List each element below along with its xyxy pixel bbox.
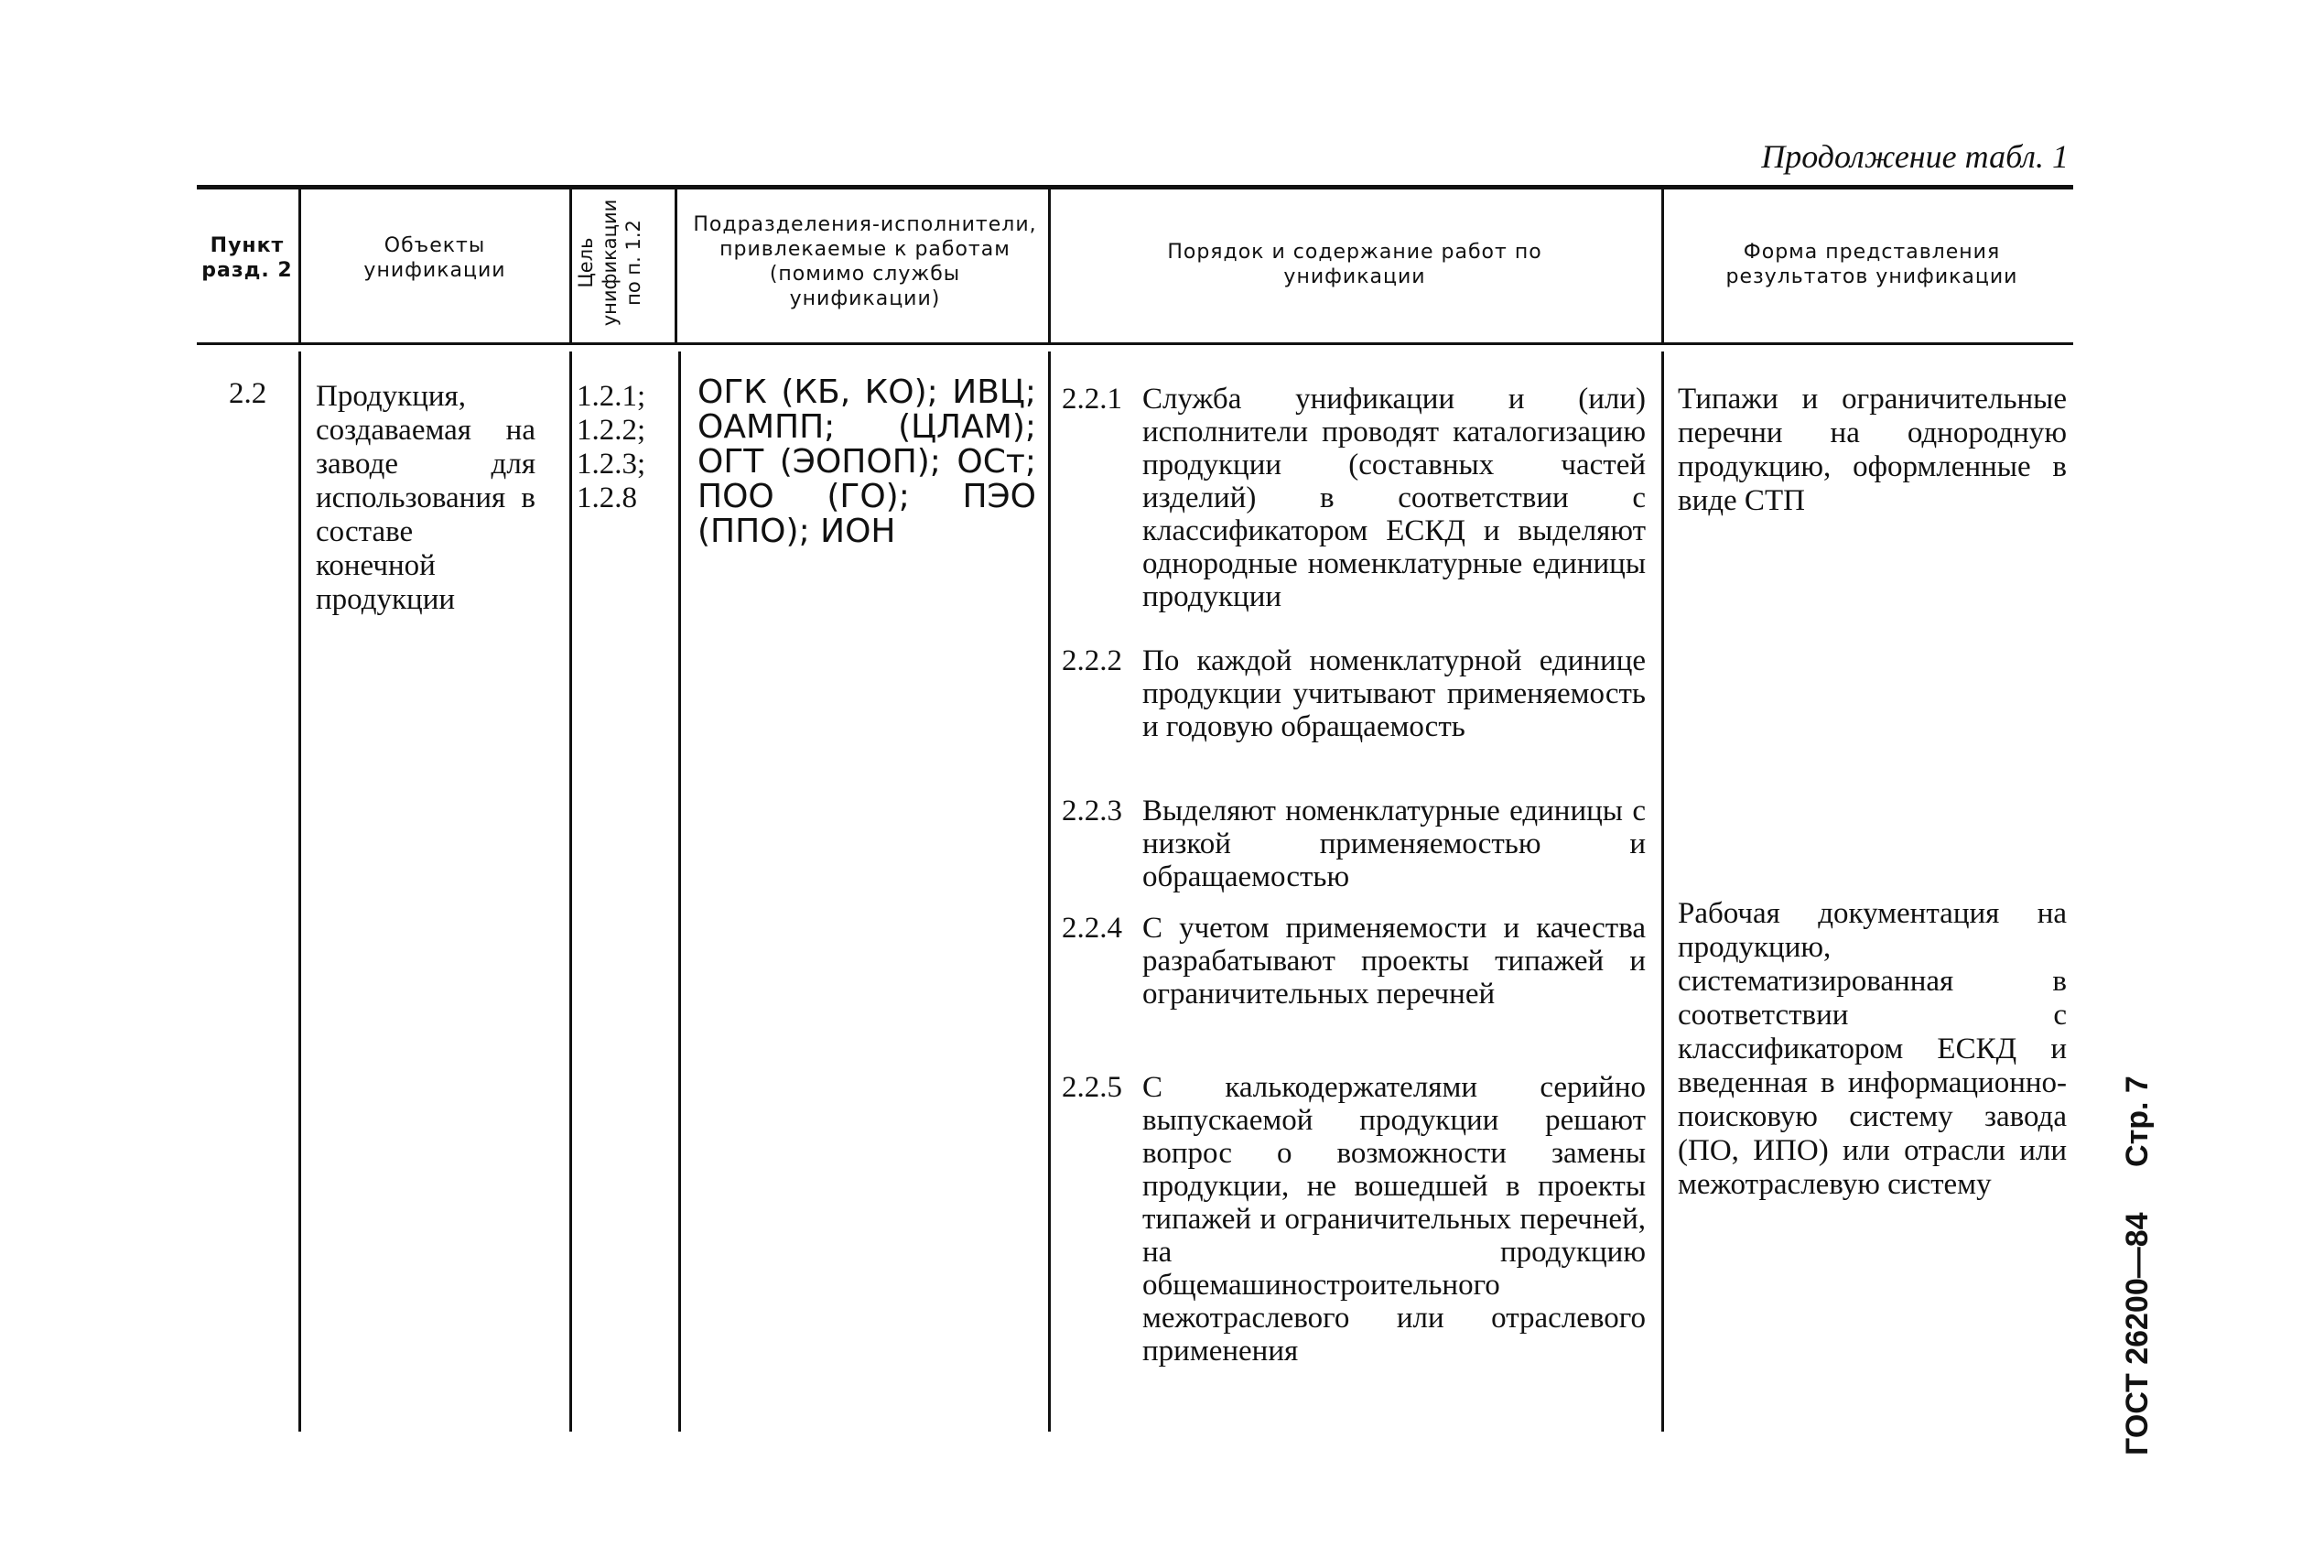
row-point: 2.2 [229,377,267,410]
header-point: Пункт разд. 2 [201,234,293,282]
header-bottom-rule [197,342,2073,345]
header-works: Порядок и содержание работ по унификации [1167,241,1542,288]
work-item [1062,795,1646,893]
goal-item: 1.2.3; [577,448,646,481]
work-number: 2.2.5 [1062,1071,1122,1104]
column-divider [569,351,572,1432]
column-divider [678,351,681,1432]
work-text: Служба унификации и (или) исполнители проводят каталогизацию продукции (составных частей изделий) в соответствии с классификатором ЕСКД и выделяют однородные номенклатурные единицы продукции [1142,383,1646,613]
work-text: Выделяют номенклатурные единицы с низкой применяемостью и обращаемостью [1142,795,1646,893]
standard-page-note [2105,1034,2169,1455]
column-divider [1048,351,1051,1432]
header-divider [675,187,677,342]
column-divider [298,351,301,1432]
work-item [1062,1071,1646,1368]
header-results: Форма представления результатов унификации [1725,241,2018,288]
header-objects: Объекты унификации [363,234,506,282]
row-departments: ОГК (КБ, КО); ИВЦ; ОАМПП; (ЦЛАМ); ОГТ (ЭОПОП); ОСт; ПОО (ГО); ПЭО (ППО); ИОН [697,373,1036,550]
row-object: Продукция, создаваемая на заводе для использования в составе конечной продукции [316,380,535,616]
work-item [1062,644,1646,743]
table-caption: Продолжение табл. 1 [1761,138,2069,175]
work-number: 2.2.3 [1062,795,1122,827]
page-number: Стр. 7 [2120,1076,2155,1167]
header-divider [569,187,572,342]
result-item: Типажи и ограничительные перечни на однородную продукцию, оформленные в виде СТП [1678,383,2067,517]
goal-item: 1.2.2; [577,414,646,447]
work-item [1062,383,1646,613]
work-text: С калькодержателями серийно выпускаемой продукции решают вопрос о возможности замены продукции, не вошедшей в проекты типажей и ограничительных перечней, на продукцию общемашиностроительного межотраслевого или отраслевого применения [1142,1071,1646,1368]
work-text: По каждой номенклатурной единице продукции учитывают применяемость и годовую обращаемость [1142,644,1646,743]
result-item: Рабочая документация на продукцию, систематизированная в соответствии с классификатором ЕСКД и введенная в информационно-поисковую систему завода (ПО, ИПО) или отрасли или межотраслевую систему [1678,897,2067,1201]
work-number: 2.2.2 [1062,644,1122,677]
work-text: С учетом применяемости и качества разрабатывают проекты типажей и ограничительных перечней [1142,912,1646,1011]
row-goals [577,380,677,515]
header-divider [1048,187,1051,342]
table-top-rule [197,185,2073,189]
header-divider [1661,187,1664,342]
header-goal: Цель унификации по п. 1.2 [575,199,644,327]
work-number: 2.2.4 [1062,912,1122,945]
header-divider [298,187,301,342]
header-departments: Подразделения-исполнители, привлекаемые к работам (помимо службы унификации) [693,213,1037,310]
work-number: 2.2.1 [1062,383,1122,416]
work-item [1062,912,1646,1011]
column-divider [1661,351,1664,1432]
goal-item: 1.2.8 [577,481,637,514]
goal-item: 1.2.1; [577,380,646,413]
standard-number: ГОСТ 26200—84 [2120,1212,2155,1455]
